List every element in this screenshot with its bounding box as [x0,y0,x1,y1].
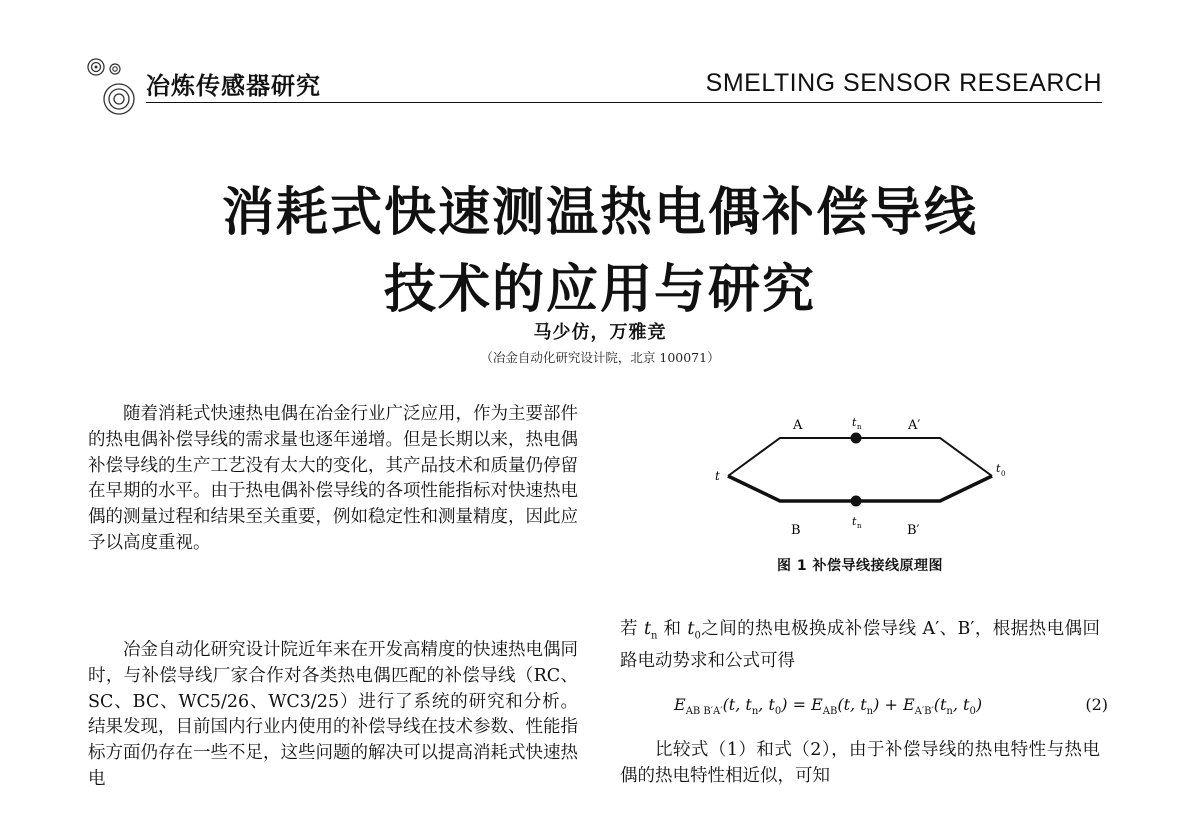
circuit-wire-top [728,438,992,476]
right-paragraph-2: 比较式（1）和式（2），由于补偿导线的热电特性与热电偶的热电特性相近似，可知 [620,740,1100,786]
journal-name-english: SMELTING SENSOR RESEARCH [705,69,1102,97]
article-title-line-2: 技术的应用与研究 [383,259,816,320]
equation-2: $E_{AB B'A'}(t$, $t_n$, $t_0) = E_{AB}(t$, $t_n) + E_{A'B'}(t_n$, $t_0$) [674,695,983,718]
authors: 马少仿，万雅竞 [533,322,667,343]
compensation-wire-diagram [700,408,1020,543]
label-t0: t [996,462,1001,475]
journal-name-chinese: 冶炼传感器研究 [146,72,321,100]
label-tn-bottom: t [852,515,857,528]
figure-caption: 图 1 补偿导线接线原理图 [777,558,943,574]
left-paragraph-1: 随着消耗式快速热电偶在冶金行业广泛应用，作为主要部件的热电偶补偿导线的需求量也逐年递增。但是长期以来，热电偶补偿导线的生产工艺没有太大的变化，其产品技术和质量仍停留在早期的水平。由于热电偶补偿导线的各项性能指标对快速热电偶的测量过程和结果至关重要，例如稳定性和测量精度，因此应予以高度重视。 [88,404,578,553]
junction-dot-top [851,433,862,444]
equation-number: (2) [1085,695,1108,714]
label-a-prime: A′ [908,418,921,433]
label-tn-top-sub: n [857,423,862,431]
label-tn-bottom-sub: n [857,522,862,530]
label-t: t [715,469,720,483]
junction-dot-bottom [851,496,862,507]
journal-logo-rings-icon [84,55,142,117]
right-paragraph-1: 若 $t_n$ 和 $t_0$之间的热电极换成补偿导线 A′、B′，根据热电偶回路电动势求和公式可得 [620,619,1100,672]
label-a: A [793,418,803,433]
label-b-prime: B′ [907,523,920,538]
label-tn-top: t [852,416,857,429]
label-b: B [791,523,801,538]
label-t0-sub: 0 [1001,470,1006,478]
left-paragraph-2: 冶金自动化研究设计院近年来在开发高精度的快速热电偶同时，与补偿导线厂家合作对各类热电偶匹配的补偿导线（RC、SC、BC、WC5/26、WC3/25）进行了系统的研究和分析。结果发现，目前国内行业内使用的补偿导线在技术参数、性能指标方面仍存在一些不足，这些问题的解决可以提高消耗式快速热电 [88,640,578,789]
header-rule [146,102,1102,103]
affiliation: （冶金自动化研究设计院，北京 100071） [480,350,720,365]
article-title-line-1: 消耗式快速测温热电偶补偿导线 [221,182,978,243]
